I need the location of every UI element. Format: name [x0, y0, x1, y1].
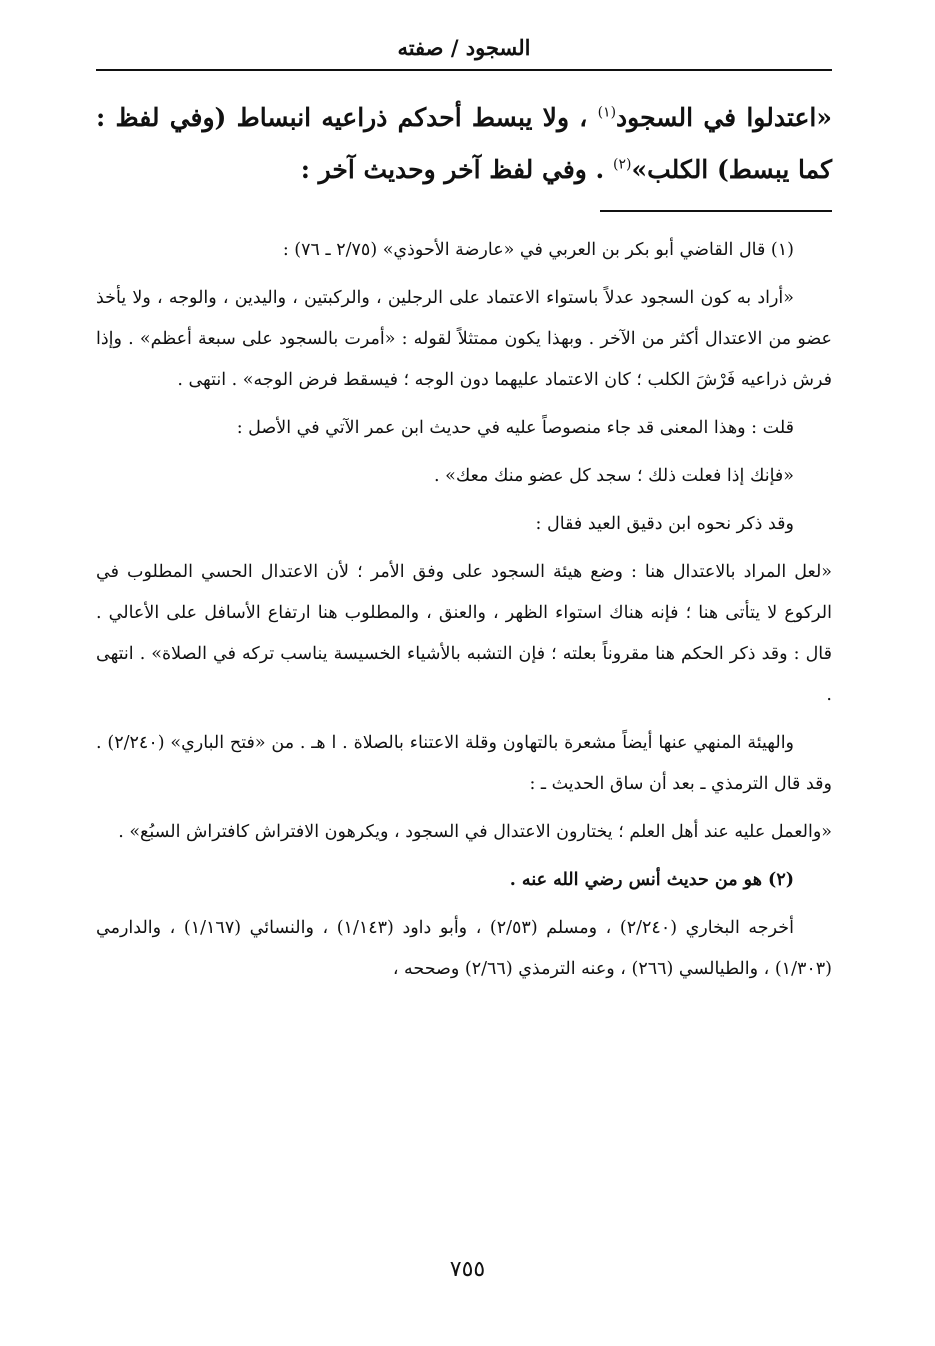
- footnote-1-ibn-daqiq-intro: وقد ذكر نحوه ابن دقيق العيد فقال :: [535, 514, 794, 534]
- footnote-separator: [600, 210, 832, 212]
- footnote-1-ibn-daqiq-quote: «لعل المراد بالاعتدال هنا : وضع هيئة السجود على وفق الأمر ؛ لأن الاعتدال الحسي المطلوب في الركوع لا يتأتى هنا ؛ فإنه هناك استواء الظهر ، والعنق ، والمطلوب هنا ارتفاع الأسافل على الأعالي . قال : وقد ذكر الحكم هنا مقروناً بعلته ؛ فإن التشبه بالأشياء الخسيسة يناسب تركه في الصلاة» . انتهى .: [96, 562, 832, 705]
- footnote-ref-2: (٢): [612, 156, 632, 173]
- main-text: [96, 92, 832, 196]
- footnote-1-tirmidhi-quote: «والعمل عليه عند أهل العلم ؛ يختارون الاعتدال في السجود ، ويكرهون الافتراش كافتراش السبُع» .: [118, 822, 832, 842]
- footnote-2-intro: (٢) هو من حديث أنس رضي الله عنه .: [509, 870, 794, 890]
- footnote-1-intro: (١) قال القاضي أبو بكر بن العربي في «عارضة الأحوذي» (٢/٧٥ ـ ٧٦) :: [282, 240, 794, 260]
- footnote-2-sources: أخرجه البخاري (٢/٢٤٠) ، ومسلم (٢/٥٣) ، وأبو داود (١/١٤٣) ، والنسائي (١/١٦٧) ، والدارمي (١/٣٠٣) ، والطيالسي (٢٦٦) ، وعنه الترمذي (٢/٦٦) وصححه ،: [96, 918, 832, 979]
- footnote-1-comment: قلت : وهذا المعنى قد جاء منصوصاً عليه في حديث ابن عمر الآتي في الأصل :: [236, 418, 794, 438]
- running-header: السجود / صفته: [397, 35, 531, 60]
- main-text-part-2: ، ولا يبسط أحدكم ذراعيه انبساط (وفي لفظ : كما يبسط) الكلب»: [96, 103, 832, 184]
- footnote-1-quote-ibn-arabi: «أراد به كون السجود عدلاً باستواء الاعتماد على الرجلين ، والركبتين ، واليدين ، والوجه ، ولا يأخذ عضو من الاعتدال أكثر من الآخر . وبهذا يكون ممتثلاً لقوله : «أمرت بالسجود على سبعة أعظم» . وإذا فرش ذراعيه فَرْشَ الكلب ؛ كان الاعتماد عليهما دون الوجه ؛ فيسقط فرض الوجه» . انتهى .: [96, 288, 832, 390]
- header-rule: [96, 69, 832, 71]
- footnotes: [96, 230, 832, 997]
- page-number: ٧٥٥: [449, 1257, 486, 1282]
- footnote-1-hadith-quote: «فإنك إذا فعلت ذلك ؛ سجد كل عضو منك معك» .: [433, 466, 794, 486]
- main-text-part-3: . وفي لفظ آخر وحديث آخر :: [300, 155, 613, 184]
- footnote-1-fath-al-bari: والهيئة المنهي عنها أيضاً مشعرة بالتهاون وقلة الاعتناء بالصلاة . ا هـ . من «فتح الباري» (٢/٢٤٠) . وقد قال الترمذي ـ بعد أن ساق الحديث ـ :: [96, 733, 832, 794]
- footnote-ref-1: (١): [597, 104, 617, 121]
- main-text-part-1: «اعتدلوا في السجود: [616, 103, 832, 132]
